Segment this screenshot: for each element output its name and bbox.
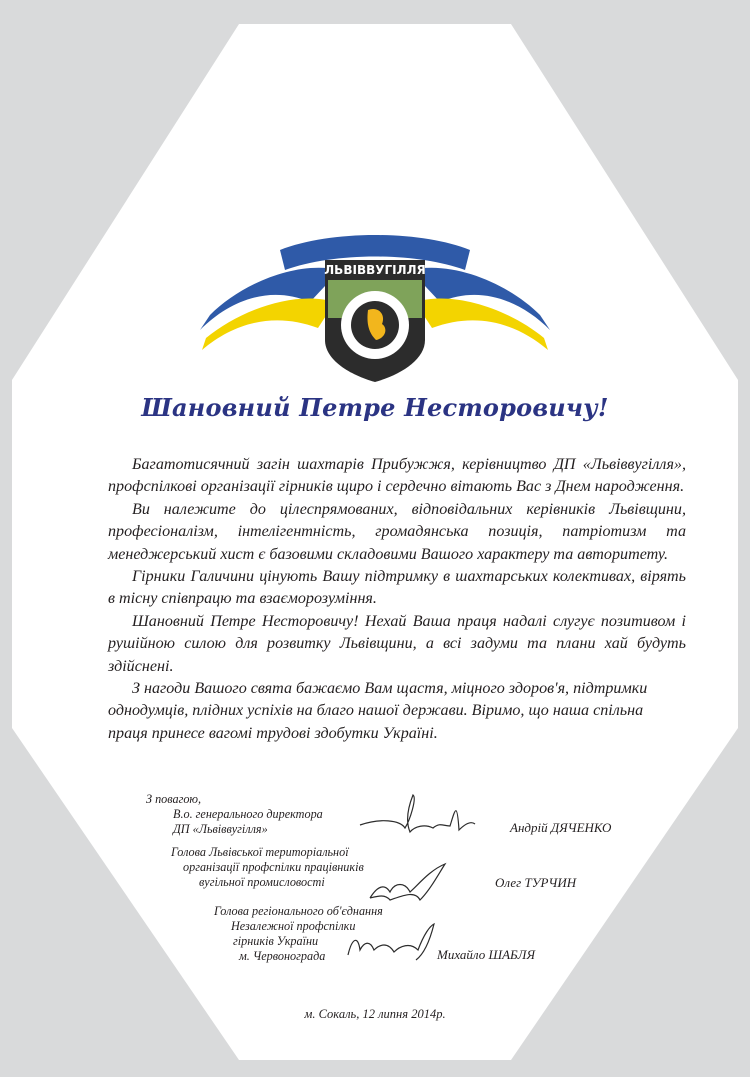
signature-line: З повагою, — [146, 792, 202, 806]
logo-text: ЛЬВІВВУГІЛЛЯ — [324, 263, 426, 277]
place-and-date: м. Сокаль, 12 липня 2014р. — [304, 1007, 446, 1021]
signature-line: вугільної промисловості — [199, 875, 325, 889]
flag-ribbon-left — [200, 268, 340, 350]
signature-line: Незалежної профспілки — [231, 919, 356, 933]
signer-name-director: Андрій ДЯЧЕНКО — [510, 820, 612, 835]
signature-line: організації профспілки працівників — [183, 860, 364, 874]
letter-greeting: Шановний Петре Несторовичу! — [141, 393, 609, 422]
emblem-shield — [325, 260, 425, 382]
signature-block-union — [171, 845, 364, 890]
signature-line: ДП «Львіввугілля» — [173, 822, 268, 836]
signature-line: гірників України — [233, 934, 319, 948]
signer-name-independent-union: Михайло ШАБЛЯ — [437, 947, 536, 962]
flag-ribbon-right — [410, 268, 550, 350]
handwritten-signature-independent-union — [340, 920, 440, 965]
signature-block-director — [146, 792, 323, 837]
signature-line: м. Червонограда — [239, 949, 326, 963]
handwritten-signature-union — [360, 860, 460, 910]
letter-body — [108, 454, 686, 745]
lvivvuhillia-logo — [200, 230, 550, 390]
signature-line: Голова Львівської територіальної — [171, 845, 349, 859]
signature-line: В.о. генерального директора — [173, 807, 323, 821]
letter-paragraph: Гірники Галичини цінують Вашу підтримку в шахтарських колективах, вірять в тісну співпрацю та взаєморозуміння. — [108, 568, 686, 608]
handwritten-signature-director — [355, 790, 480, 840]
letter-paragraph: Шановний Петре Несторовичу! Нехай Ваша праця надалі слугує позитивом і рушійною силою для розвитку Львівщини, а всі задуми та плани хай будуть здійснені. — [108, 612, 686, 675]
letter-paragraph: Ви належите до цілеспрямованих, відповідальних керівників Львівщини, професіоналізм, інтелігентність, громадянська позиція, патріотизм та менеджерський хист є базовими складовими Вашого характеру та авторитету. — [108, 500, 686, 563]
signer-name-union: Олег ТУРЧИН — [495, 875, 577, 890]
signature-line: Голова регіонального об'єднання — [214, 904, 383, 918]
letter-paragraph: З нагоди Вашого свята бажаємо Вам щастя, міцного здоров'я, підтримки однодумців, плідних успіхів на благо нашої держави. Віримо, що наша спільна праця принесе вагомі трудові здобутки Україні. — [108, 680, 648, 742]
letter-paragraph: Багатотисячний загін шахтарів Прибужжя, керівництво ДП «Львіввугілля», профспілкові організації гірників щиро і сердечно вітають Вас з Днем народження. — [108, 456, 686, 496]
